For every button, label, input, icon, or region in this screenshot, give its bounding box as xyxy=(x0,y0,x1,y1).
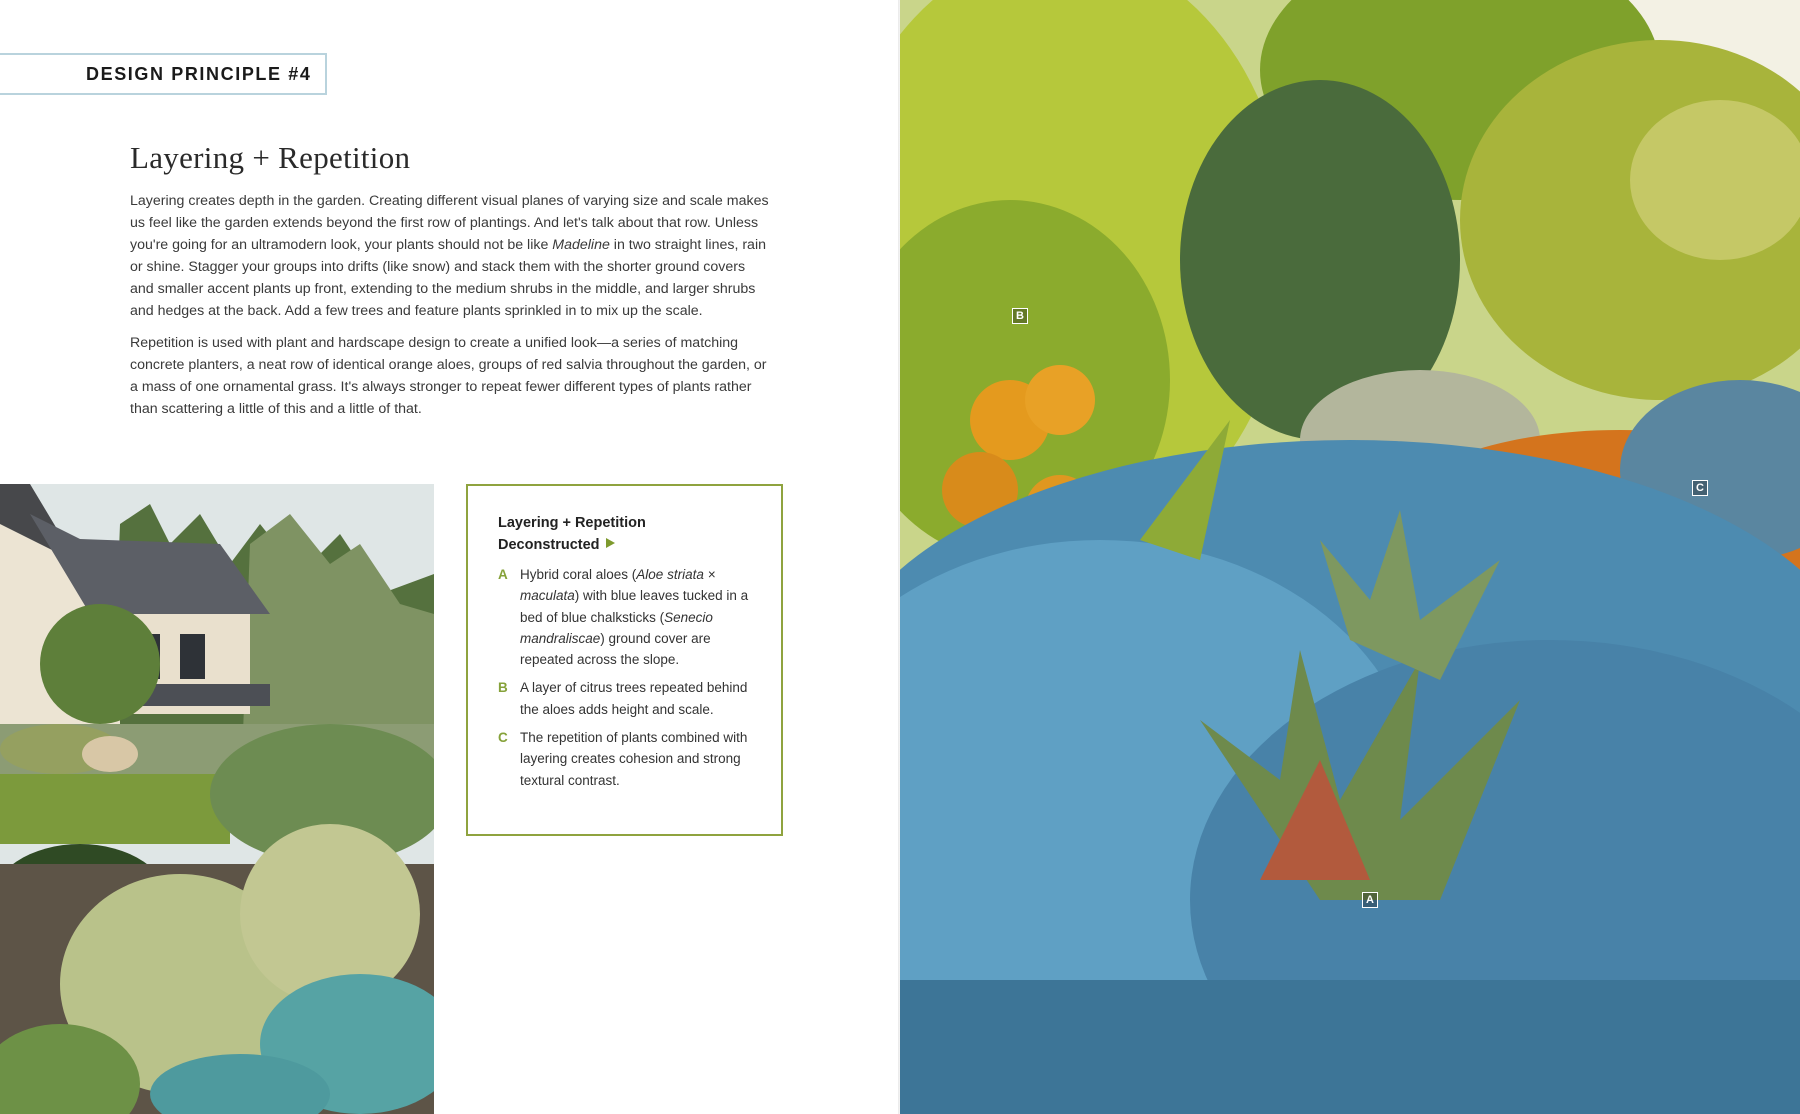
callout-label-b: B xyxy=(1012,308,1028,324)
aloe-slope-illustration xyxy=(900,0,1800,1114)
list-item xyxy=(498,677,753,720)
list-item xyxy=(498,727,753,791)
house-garden-illustration xyxy=(0,484,434,1114)
sidebar-title-line1: Layering + Repetition xyxy=(498,515,646,531)
item-text: The repetition of plants combined with layering creates cohesion and strong textural contrast. xyxy=(520,730,748,788)
callout-label-a: A xyxy=(1362,892,1378,908)
item-letter: B xyxy=(498,680,508,696)
list-item xyxy=(498,564,753,670)
paragraph-layering xyxy=(130,190,770,322)
paragraph-layering-text-b: in two straight lines, rain or shine. Stagger your groups into drifts (like snow) and stack them with the shorter ground covers and smaller accent plants up front, extending to the medium shrubs in the middle, and larger shrubs and hedges at the back. Add a few trees and feature plants sprinkled in to mix up the scale. xyxy=(130,237,766,319)
botanical-name: Senecio mandraliscae xyxy=(520,609,713,646)
deconstructed-sidebar xyxy=(466,484,783,836)
aloe-slope-photo xyxy=(900,0,1800,1114)
article-body xyxy=(130,190,770,430)
paragraph-repetition: Repetition is used with plant and hardscape design to create a unified look—a series of matching concrete planters, a neat row of identical orange aloes, groups of red salvia throughout the garden, or a mass of one ornamental grass. It's always stronger to repeat fewer different types of plants rather than scattering a little of this and a little of that. xyxy=(130,335,767,417)
item-a-text-2: ) with blue leaves tucked in a bed of blue chalksticks ( xyxy=(520,588,749,625)
design-principle-label: DESIGN PRINCIPLE #4 xyxy=(86,63,312,84)
item-text: A layer of citrus trees repeated behind the aloes adds height and scale. xyxy=(520,680,748,717)
page-title: Layering + Repetition xyxy=(130,140,411,175)
madeline-reference: Madeline xyxy=(552,237,610,253)
paragraph-layering-text-a: Layering creates depth in the garden. Creating different visual planes of varying size and scale makes us feel like the garden extends beyond the first row of plantings. And let's talk about that row. Unless you're going for an ultramodern look, your plants should not be like xyxy=(130,193,769,253)
botanical-name: Aloe striata × maculata xyxy=(520,567,716,604)
play-arrow-icon xyxy=(606,538,615,548)
item-letter: A xyxy=(498,567,508,582)
item-letter: C xyxy=(498,730,508,746)
sidebar-title xyxy=(498,512,753,556)
item-a-text-3: ) ground cover are repeated across the slope. xyxy=(520,630,711,668)
design-principle-tag xyxy=(0,53,327,95)
item-text xyxy=(520,564,753,670)
item-a-text-1: Hybrid coral aloes ( xyxy=(520,567,637,582)
callout-label-c: C xyxy=(1692,480,1708,496)
sidebar-title-line2: Deconstructed xyxy=(498,537,600,553)
house-garden-photo xyxy=(0,484,434,1114)
